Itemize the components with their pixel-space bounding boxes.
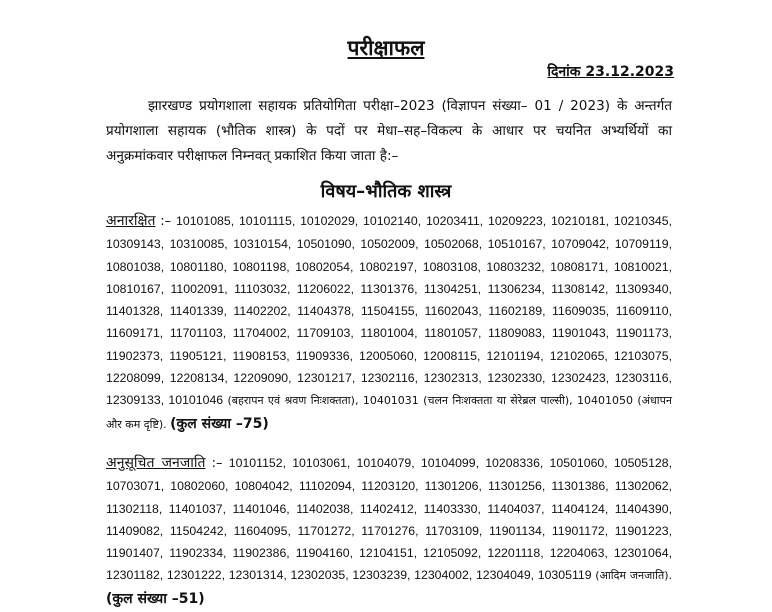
roll-number-list: 10101152, 10103061, 10104079, 10104099, 10208336, 10501060, 10505128, 10703071, 10802060, 10804042, 11102094, 11203120, 11301206, 11301256, 11301386, 11302062, 11302118, 11401037, 11401046, 11402038, 11402412, 11403330, 11404037, 11404124, 11404390, 11409082, 11504242, 11604095, 11701272, 11701276, 11703109, 11901134, 11901172, 11901223, 11901407, 11902334, 11902386, 11904160, 12104151, 12105092, 12201118, 12204063, 12301064, 12301182, 12301222, 12301314, 12302035, 12303239, 12304002, 12304049, 10305119 <box>106 456 673 583</box>
category-section-unreserved <box>106 210 672 436</box>
category-label: अनुसूचित जनजाति <box>106 455 206 471</box>
category-separator: :– <box>211 456 223 471</box>
category-section-scheduled-tribe <box>106 452 672 610</box>
total-count: (कुल संख्या –75) <box>170 415 269 432</box>
result-date: दिनांक 23.12.2023 <box>547 64 674 80</box>
category-separator: :– <box>160 214 172 229</box>
disability-note: (बहरापन एवं श्रवण निःशक्तता), 10401031 (चलन निःशक्तता या सेरेब्रल पाल्सी), 10401050 (अंधापन और कम दृष्टि). <box>106 394 672 431</box>
roll-number-list: 10101085, 10101115, 10102029, 10102140, 10203411, 10209223, 10210181, 10210345, 10309143, 10310085, 10310154, 10501090, 10502009, 10502068, 10510167, 10709042, 10709119, 10801038, 10801180, 10801198, 10802054, 10802197, 10803108, 10803232, 10808171, 10810021, 10810167, 11002091, 11103032, 11206022, 11301376, 11304251, 11306234, 11308142, 11309340, 11401328, 11401339, 11402202, 11404378, 11504155, 11602043, 11602189, 11609035, 11609110, 11609171, 11701103, 11704002, 11709103, 11801004, 11801057, 11809083, 11901043, 11901173, 11902373, 11905121, 11908153, 11909336, 12005060, 12008115, 12101194, 12102065, 12103075, 12208099, 12208134, 12209090, 12301217, 12302116, 12302313, 12302330, 12302423, 12303116, 12309133, 10101046 <box>106 214 673 408</box>
total-count: (कुल संख्या –51) <box>106 590 205 607</box>
category-label: अनारक्षित <box>106 213 156 229</box>
tribe-note: (आदिम जनजाति). <box>595 569 672 583</box>
intro-paragraph: झारखण्ड प्रयोगशाला सहायक प्रतियोगिता परीक्षा–2023 (विज्ञापन संख्या– 01 / 2023) के अन्तर्गत प्रयोगशाला सहायक (भौतिक शास्त्र) के पदों पर मेधा–सह–विकल्प के आधार पर चयनित अभ्यर्थियों का अनुक्रमांकवार परीक्षाफल निम्नवत् प्रकाशित किया जाता है:– <box>106 98 672 164</box>
page-title: परीक्षाफल <box>347 36 425 60</box>
subject-heading: विषय–भौतिक शास्त्र <box>320 181 452 202</box>
